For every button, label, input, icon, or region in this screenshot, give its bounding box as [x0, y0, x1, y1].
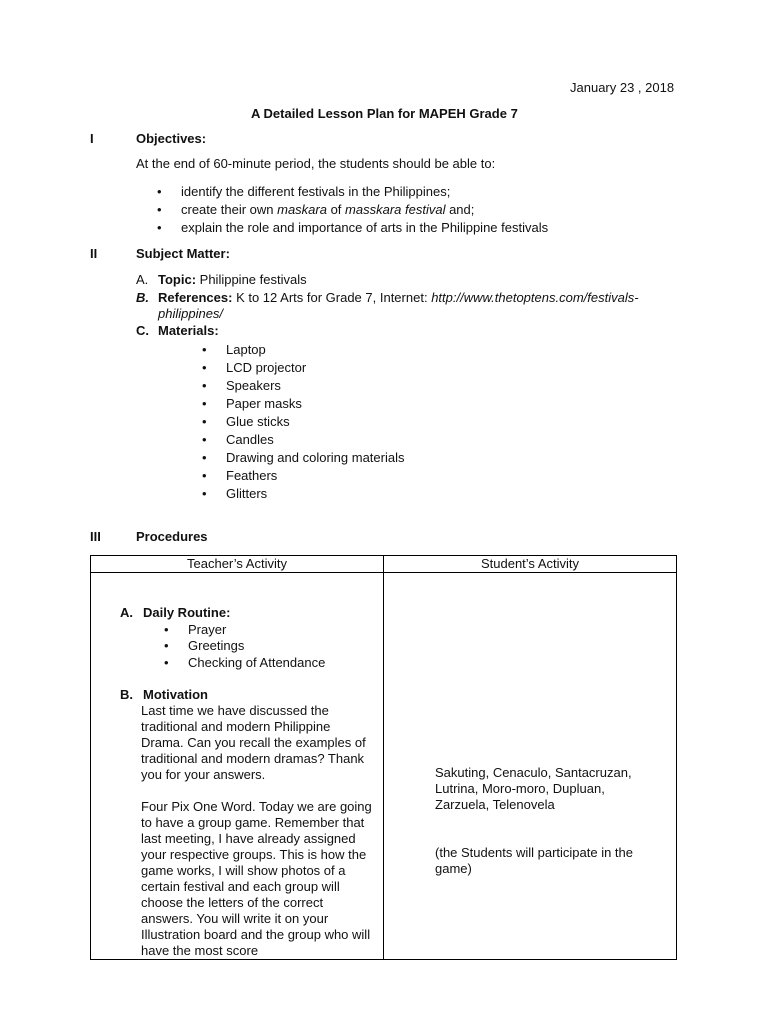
- materials-marker: C.: [136, 323, 149, 338]
- daily-routine-heading: Daily Routine:: [143, 605, 231, 620]
- game-instructions-paragraph: Four Pix One Word. Today we are going to have a group game. Remember that last meeting, I have already assigned your respective groups. This is how the game works, I will show photos of a certain festival and each group will choose the letters of the correct answers. You will write it on your Illustration board and the group who will have the most score: [141, 799, 372, 958]
- objective-item: • identify the different festivals in the Philippines;: [181, 184, 450, 199]
- objective-text: maskara: [277, 202, 327, 217]
- objectives-heading: Objectives:: [136, 131, 207, 146]
- objective-text: and;: [445, 202, 475, 217]
- motivation-marker: B.: [120, 687, 133, 702]
- topic-marker: A.: [136, 272, 149, 287]
- material-item: • Glitters: [226, 486, 404, 504]
- document-date: January 23 , 2018: [570, 80, 675, 95]
- topic-line: [158, 272, 307, 287]
- references-line: [158, 290, 639, 305]
- routine-item: • Prayer: [188, 622, 226, 637]
- student-participation: (the Students will participate in the game): [435, 845, 633, 876]
- routine-item: • Greetings: [188, 638, 244, 653]
- material-item: • Paper masks: [226, 396, 404, 414]
- section-number-procedures: III: [90, 529, 101, 544]
- objective-text: of: [326, 202, 346, 217]
- daily-routine-marker: A.: [120, 605, 133, 620]
- references-value: K to 12 Arts for Grade 7, Internet:: [236, 290, 428, 305]
- material-item: • Speakers: [226, 378, 404, 396]
- material-item: • Glue sticks: [226, 414, 404, 432]
- motivation-heading: Motivation: [143, 687, 208, 702]
- material-item: • Drawing and coloring materials: [226, 450, 404, 468]
- table-header-row: [91, 556, 677, 573]
- teacher-activity-header: Teacher’s Activity: [91, 556, 384, 573]
- objective-text: create their own: [181, 202, 278, 217]
- material-item: • Laptop: [226, 342, 404, 360]
- student-activity-header: Student’s Activity: [384, 556, 677, 573]
- section-number-subject: II: [90, 246, 98, 261]
- material-item: • Candles: [226, 432, 404, 450]
- topic-value: Philippine festivals: [199, 272, 307, 287]
- routine-item: • Checking of Attendance: [188, 655, 325, 670]
- material-item: • Feathers: [226, 468, 404, 486]
- references-url-continued: philippines/: [158, 306, 224, 321]
- references-label: References:: [158, 290, 233, 305]
- material-item: • LCD projector: [226, 360, 404, 378]
- objectives-intro: At the end of 60-minute period, the students should be able to:: [136, 156, 496, 171]
- materials-list: [226, 342, 404, 504]
- student-answer: Sakuting, Cenaculo, Santacruzan, Lutrina, Moro-moro, Dupluan, Zarzuela, Telenovela: [435, 765, 632, 812]
- topic-label: Topic:: [158, 272, 197, 287]
- objective-item: [181, 202, 474, 217]
- teacher-activity-cell: [91, 573, 384, 960]
- student-activity-cell: [384, 573, 677, 960]
- objective-text: masskara festival: [345, 202, 446, 217]
- motivation-paragraph: Last time we have discussed the traditional and modern Philippine Drama. Can you recall the examples of traditional and modern dramas? Thank you for your answers.: [141, 703, 366, 782]
- document-title: A Detailed Lesson Plan for MAPEH Grade 7: [251, 106, 518, 121]
- materials-label: Materials:: [158, 323, 219, 338]
- procedures-heading: Procedures: [136, 529, 208, 544]
- references-url: http://www.thetoptens.com/festivals-: [431, 290, 639, 305]
- subject-matter-heading: Subject Matter:: [136, 246, 230, 261]
- section-number-objectives: I: [90, 131, 94, 146]
- objective-item: • explain the role and importance of arts in the Philippine festivals: [181, 220, 548, 235]
- table-row: [91, 573, 677, 960]
- references-marker: B.: [136, 290, 149, 305]
- procedures-table: [90, 555, 677, 960]
